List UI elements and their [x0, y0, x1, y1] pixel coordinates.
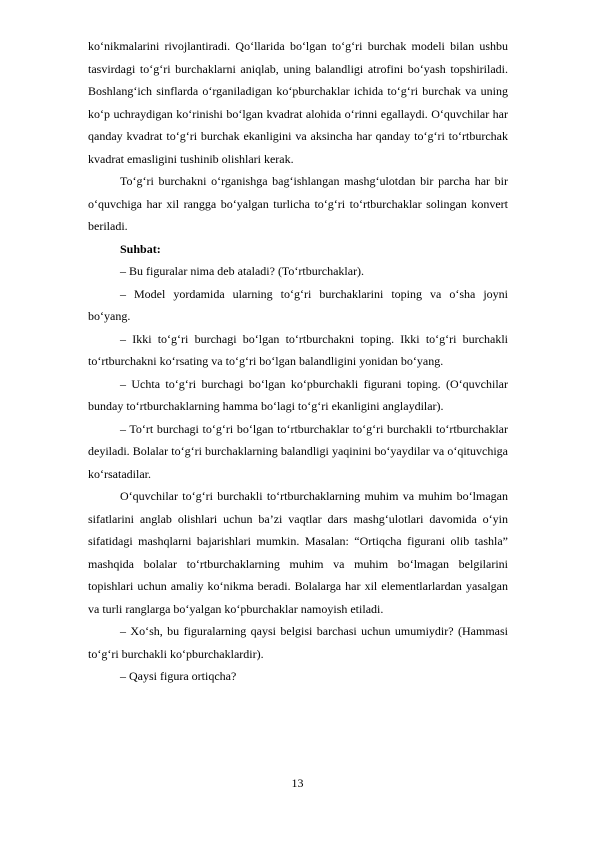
dialogue-line: – Ikki to‘g‘ri burchagi bo‘lgan to‘rtburchakni toping. Ikki to‘g‘ri burchakli to‘rtburchakni ko‘rsating va to‘g‘ri bo‘lgan balandligini yonidan bo‘yang.	[88, 331, 508, 368]
paragraph-intro: ko‘nikmalarini rivojlantiradi. Qo‘llarida bo‘lgan to‘g‘ri burchak modeli bilan ushbu tasvirdagi to‘g‘ri burchaklarni aniqlab, uning balandligi atrofini bo‘yash topshiriladi. Boshlang‘ich sinflarda o‘rganiladigan ko‘pburchaklar ichida to‘g‘ri burchak va uning ko‘p uchraydigan ko‘rinishi bo‘lgan kvadrat alohida o‘rinni egallaydi. O‘quvchilar har qanday kvadrat to‘g‘ri burchak ekanligini va aksincha har qanday to‘g‘ri to‘rtburchak kvadrat emasligini tushinib olishlari kerak.	[88, 39, 508, 166]
dialogue-line: – To‘rt burchagi to‘g‘ri bo‘lgan to‘rtburchaklar to‘g‘ri burchakli to‘rtburchaklar deyiladi. Bolalar to‘g‘ri burchaklarning balandligi yaqinini bo‘yaydilar va o‘qituvchiga ko‘rsatadilar.	[88, 421, 508, 481]
dialogue-line: – Uchta to‘g‘ri burchagi bo‘lgan ko‘pburchakli figurani toping. (O‘quvchilar bunday to‘rtburchaklarning hamma bo‘lagi to‘g‘ri ekanligini anglaydilar).	[88, 376, 508, 413]
heading-suhbat: Suhbat:	[120, 241, 161, 256]
dialogue-line: – Model yordamida ularning to‘g‘ri burchaklarini toping va o‘sha joyni bo‘yang.	[88, 286, 508, 323]
page-number: 13	[291, 776, 304, 790]
dialogue-line: – Bu figuralar nima deb ataladi? (To‘rtburchaklar).	[120, 264, 365, 278]
paragraph-exercise: O‘quvchilar to‘g‘ri burchakli to‘rtburchaklarning muhim va muhim bo‘lmagan sifatlarini anglab olishlari uchun ba’zi vaqtlar dars mashg‘ulotlari davomida o‘yin sifatidagi mashqlarni bajarishlari mumkin. Masalan: “Ortiqcha figurani olib tashla” mashqida bolalar to‘rtburchaklarning muhim va muhim bo‘lmagan belgilarini topishlari uchun amaliy ko‘nikma beradi. Bolalarga har xil elementlarlardan yasalgan va turli ranglarga bo‘yalgan ko‘pburchaklar namoyish etiladi.	[88, 489, 508, 616]
body-text	[88, 35, 508, 688]
paragraph-envelope: To‘g‘ri burchakni o‘rganishga bag‘ishlangan mashg‘ulotdan bir parcha har bir o‘quvchiga har xil rangga bo‘yalgan turlicha to‘g‘ri to‘rtburchaklar solingan konvert beriladi.	[88, 174, 508, 233]
dialogue-line: – Qaysi figura ortiqcha?	[120, 669, 237, 683]
dialogue-line: – Xo‘sh, bu figuralarning qaysi belgisi barchasi uchun umumiydir? (Hammasi to‘g‘ri burchakli ko‘pburchaklardir).	[88, 624, 508, 661]
